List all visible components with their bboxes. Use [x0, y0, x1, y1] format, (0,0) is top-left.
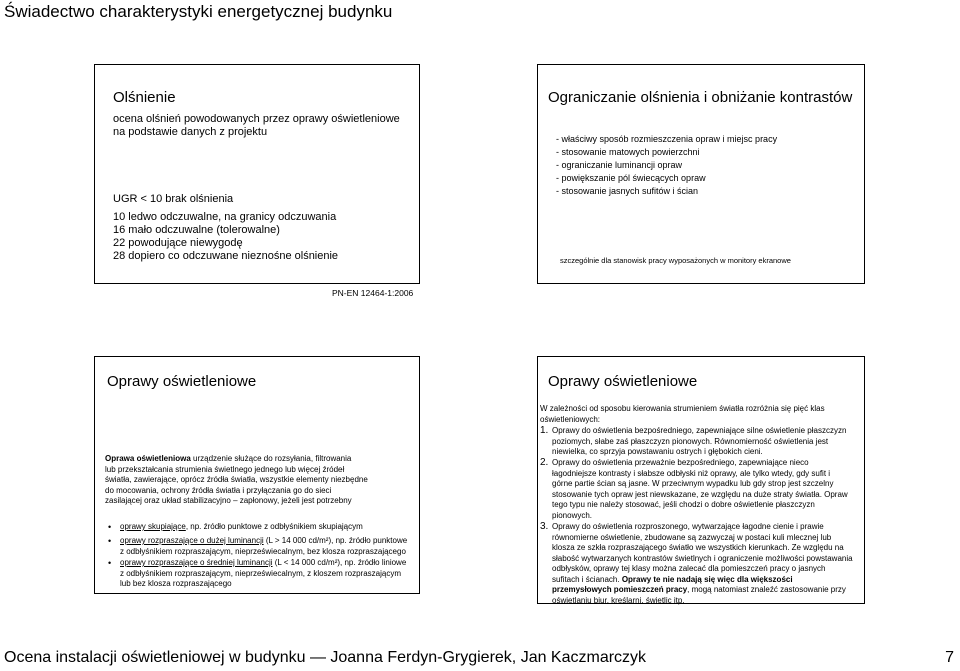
list-item: [120, 558, 406, 569]
glare-level: 22 powodujące niewygodę: [113, 237, 243, 249]
definition-term: Oprawa oświetleniowa: [105, 454, 191, 463]
glare-level: 28 dopiero co odczuwane nieznośne olśnienie: [113, 250, 339, 262]
class-text: tego typu nie należy stosować, jeśli chodzi o dobre oświetlenie płaszczyzn: [552, 500, 815, 509]
list-item-cont: z odbłyśnikiem rozpraszającym, nieprzeświecalnym, bez klosza rozpraszającego: [120, 546, 406, 556]
footer-text: Ocena instalacji oświetleniowej w budynku — Joanna Ferdyn-Grygierek, Jan Kaczmarczyk: [4, 649, 647, 666]
list-item-cont: z odbłyśnikiem rozpraszającym, nieprzeświecalnym, z kloszem rozpraszającym: [120, 568, 401, 578]
class-text: poziomych, słabe zaś płaszczyzn pionowych. Równomierność oświetlenia jest: [552, 436, 829, 446]
class-text: [552, 575, 793, 586]
luminaire-desc: (L < 14 000 cd/m²), np. źródło liniowe: [272, 558, 407, 567]
definition-text: urządzenie służące do rozsyłania, filtrowania: [190, 454, 352, 463]
class-text: niewielka, co sprzyja powstawaniu ostrych i głębokich cieni.: [552, 447, 763, 456]
class-number: 3.: [540, 521, 549, 532]
luminaire-type: oprawy rozpraszające o dużej luminancji: [120, 536, 264, 545]
class-text: górne partie ścian są jasne. W przeciwnym wypadku lub gdy strop jest szczelny: [552, 479, 834, 488]
class-text: równomierne oświetlenie, zbudowane są zazwyczaj w postaci kuli mlecznej lub: [552, 532, 832, 542]
class-text: [552, 585, 846, 596]
class-number: 1.: [540, 425, 549, 436]
class-text: Oprawy do oświetlenia rozproszonego, wytwarzające łagodne cienie i prawie: [552, 522, 824, 531]
slide-title: Ograniczanie olśnienia i obniżanie kontrastów: [548, 89, 853, 106]
note-text: szczególnie dla stanowisk pracy wyposażonych w monitory ekranowe: [560, 256, 791, 265]
intro-line: ocena olśnień powodowanych przez oprawy oświetleniowe: [113, 113, 400, 125]
class-text: klosza ze szkła rozpraszającego światło we wszystkich kierunkach. Ze względu na: [552, 543, 844, 552]
definition-line: do mocowania, ochrony źródła światła i przyłączania go do sieci: [105, 485, 332, 495]
class-text: stosowanie tych opraw jest niewskazane, ze względu na duże straty światła. Opraw: [552, 489, 848, 499]
class-text-emphasis: przemysłowych pomieszczeń pracy: [552, 585, 688, 594]
list-item: - powiększanie pól świecących opraw: [556, 173, 706, 183]
list-item: - stosowanie jasnych sufitów i ścian: [556, 186, 699, 196]
slide-luminaire-classes: [537, 356, 865, 604]
slide-glare: [94, 64, 420, 284]
list-item: - właściwy sposób rozmieszczenia opraw i miejsc pracy: [556, 134, 778, 144]
page-title: Świadectwo charakterystyki energetycznej budynku: [4, 2, 393, 21]
class-text-emphasis: Oprawy te nie nadają się więc dla większości: [619, 574, 793, 584]
intro-line: W zależności od sposobu kierowania strumieniem światła rozróżnia się pięć klas: [540, 404, 825, 413]
class-text: słabość wytwarzanych kontrastów świetlnych i ograniczenie możliwości powstawania: [552, 553, 853, 563]
glare-level: 10 ledwo odczuwalne, na granicy odczuwania: [113, 211, 337, 223]
page-number: 7: [945, 649, 954, 666]
luminaire-type: oprawy skupiające: [120, 522, 186, 531]
slide-title: Olśnienie: [113, 89, 176, 106]
slide-glare-limiting: [537, 64, 865, 284]
class-text: odbłysków, oprawy tej klasy można zalecać dla pomieszczeń pracy o jasnych: [552, 564, 826, 573]
list-item: [120, 536, 407, 547]
list-item-cont: lub bez klosza rozpraszającego: [120, 579, 232, 588]
definition-line: zasilającej oraz układ stabilizacyjno – zapłonowy, jeżeli jest potrzebny: [105, 496, 352, 505]
definition-line: [105, 454, 351, 465]
slide-title: Oprawy oświetleniowe: [107, 373, 257, 390]
list-item: - ograniczanie luminancji opraw: [556, 160, 683, 170]
intro-line: oświetleniowych:: [540, 414, 601, 424]
class-number: 2.: [540, 457, 549, 468]
definition-line: lub przekształcania strumienia świetlnego jednego lub więcej źródeł: [105, 464, 345, 474]
class-text-part: , mogą natomiast znaleźć zastosowanie przy: [687, 585, 846, 594]
intro-line: na podstawie danych z projektu: [113, 126, 268, 138]
luminaire-type: oprawy rozpraszające o średniej luminancji: [120, 558, 273, 567]
standard-reference: PN-EN 12464-1:2006: [332, 288, 414, 298]
list-item: [120, 522, 363, 533]
class-text: Oprawy do oświetlenia przeważnie bezpośredniego, zapewniające nieco: [552, 458, 809, 467]
luminaire-desc: (L > 14 000 cd/m²), np. źródło punktowe: [263, 536, 408, 545]
ugr-line: UGR < 10 brak olśnienia: [113, 193, 234, 205]
class-text: pionowych.: [552, 510, 593, 520]
definition-line: światła, zawierające, oprócz źródła światła, wszystkie elementy niezbędne: [105, 475, 368, 484]
class-text: łagodniejsze kontrasty i słabsze odbłyski niż oprawy, ale tylko wtedy, gdy sufit i: [552, 468, 831, 478]
list-item: - stosowanie matowych powierzchni: [556, 147, 700, 157]
slide-luminaires: [94, 356, 420, 594]
class-text: oświetlaniu biur, kreślarni, świetlic itp.: [552, 595, 685, 605]
class-text: Oprawy do oświetlenia bezpośredniego, zapewniające silne oświetlenie płaszczyzn: [552, 426, 847, 435]
slide-title: Oprawy oświetleniowe: [548, 373, 698, 390]
class-text-part: sufitach i ścianach.: [552, 574, 620, 584]
luminaire-desc: , np. źródło punktowe z odbłyśnikiem skupiającym: [185, 522, 363, 531]
glare-level: 16 mało odczuwalne (tolerowalne): [113, 224, 280, 236]
